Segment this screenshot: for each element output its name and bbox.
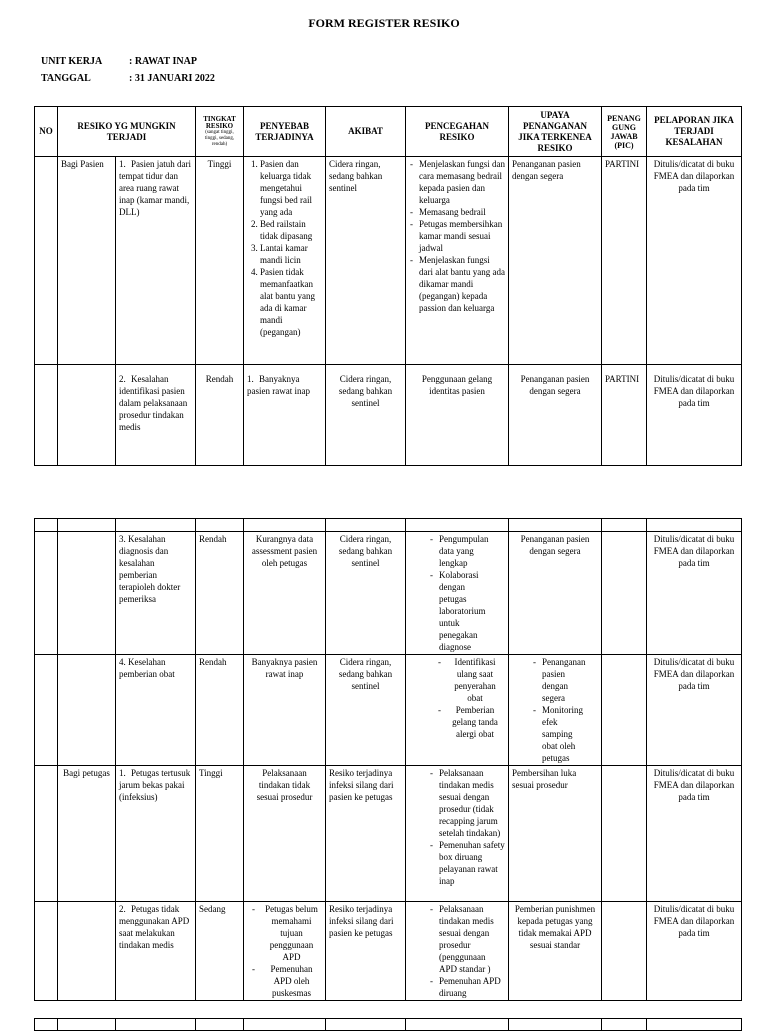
list-item: - Pelaksanaan tindakan medis sesuai dengan prosedur (penggunaan APD standar ) (439, 903, 505, 975)
cell-pencegahan (406, 655, 509, 766)
cell-pencegahan: Penggunaan gelang identitas pasien (406, 365, 509, 466)
form-title: FORM REGISTER RESIKO (308, 16, 460, 30)
list-item: - Pemenuhan APD diruang (439, 975, 505, 999)
list-item: - Penanganan pasien dengan segera (542, 656, 578, 704)
meta-unit-kerja (41, 56, 197, 67)
cell-akibat: Cidera ringan, sedang bahkan sentinel (326, 532, 406, 655)
cell-no (35, 655, 58, 766)
resiko-text: Petugas tidak menggunakan APD saat melakukan tindakan medis (119, 904, 190, 950)
cell-pencegahan (406, 532, 509, 655)
row-number: 2. (119, 904, 126, 914)
table-row (35, 902, 742, 1001)
resiko-text: Kesalahan identifikasi pasien dalam pelaksanaan prosedur tindakan medis (119, 374, 188, 432)
cell-akibat: Resiko terjadinya infeksi silang dari pasien ke petugas (326, 766, 406, 902)
list-item: - Pemberian gelang tanda alergi obat (447, 704, 503, 740)
upaya-list (512, 656, 598, 764)
cell-pencegahan (406, 766, 509, 902)
cell-pencegahan (406, 902, 509, 1001)
risk-table-page-1 (34, 106, 742, 466)
header-pencegahan: PENCEGAHAN RESIKO (406, 107, 509, 157)
cell-group (58, 365, 116, 466)
cell-tingkat: Sedang (196, 902, 244, 1001)
cell-penyebab (244, 365, 326, 466)
cell-penyebab (244, 902, 326, 1001)
list-item: - Petugas belum memahami tujuan penggunaan APD (261, 903, 322, 963)
table-row (35, 157, 742, 365)
meta-tanggal (41, 73, 215, 84)
header-upaya: UPAYA PENANGANAN JIKA TERKENEA RESIKO (509, 107, 602, 157)
cell-akibat: Cidera ringan, sedang bahkan sentinel (326, 655, 406, 766)
table-row (35, 766, 742, 902)
list-item: 2. Bed railstain tidak dipasang (260, 218, 322, 242)
cell-resiko: 3. Kesalahan diagnosis dan kesalahan pemberian terapioleh dokter pemeriksa (116, 532, 196, 655)
pencegahan-list (409, 656, 505, 740)
cell-resiko (116, 365, 196, 466)
list-item: - Petugas membersihkan kamar mandi sesuai jadwal (419, 218, 505, 254)
list-item: - Pengumpulan data yang lengkap (439, 533, 491, 569)
meta-value: : 31 JANUARI 2022 (129, 73, 215, 84)
cell-group: Bagi petugas (58, 766, 116, 902)
header-akibat: AKIBAT (326, 107, 406, 157)
cell-pelaporan: Ditulis/dicatat di buku FMEA dan dilaporkan pada tim (647, 766, 742, 902)
cell-pic: PARTINI (602, 157, 647, 365)
table-row-cut (35, 1019, 742, 1031)
list-item: - Menjelaskan fungsi dari alat bantu yang ada dikamar mandi (pegangan) kepada passion dan keluarga (419, 254, 505, 314)
cell-pelaporan: Ditulis/dicatat di buku FMEA dan dilaporkan pada tim (647, 365, 742, 466)
cell-resiko (116, 902, 196, 1001)
header-tingkat (196, 107, 244, 157)
row-number: 1. (247, 374, 254, 384)
cell-resiko: 4. Keselahan pemberian obat (116, 655, 196, 766)
list-item: - Pemenuhan safety box diruang pelayanan rawat inap (439, 839, 505, 887)
cell-group (58, 902, 116, 1001)
cell-upaya: Pemberian punishmen kepada petugas yang tidak memakai APD sesuai standar (509, 902, 602, 1001)
cell-pelaporan: Ditulis/dicatat di buku FMEA dan dilaporkan pada tim (647, 655, 742, 766)
table-row (35, 532, 742, 655)
cell-no (35, 365, 58, 466)
header-tingkat-note: (sangat tinggi, tinggi, sedang, rendah) (204, 129, 235, 147)
header-resiko: RESIKO YG MUNGKIN TERJADI (58, 107, 196, 157)
pencegahan-list (409, 158, 505, 314)
cell-tingkat: Rendah (196, 532, 244, 655)
cell-penyebab: Kurangnya data assessment pasien oleh petugas (244, 532, 326, 655)
list-item: - Kolaborasi dengan petugas laboratorium untuk penegakan diagnose (439, 569, 491, 653)
list-item: 4. Pasien tidak memanfaatkan alat bantu yang ada di kamar mandi (pegangan) (260, 266, 322, 338)
cell-pelaporan: Ditulis/dicatat di buku FMEA dan dilaporkan pada tim (647, 532, 742, 655)
table-row-empty (35, 519, 742, 532)
cell-akibat: Cidera ringan, sedang bahkan sentinel (326, 365, 406, 466)
risk-table-page-3 (34, 1018, 742, 1031)
row-number: 1. (119, 768, 126, 778)
header-penyebab: PENYEBAB TERJADINYA (244, 107, 326, 157)
list-item: - Memasang bedrail (419, 206, 505, 218)
cell-upaya: Penanganan pasien dengan segera (509, 157, 602, 365)
cell-pic: PARTINI (602, 365, 647, 466)
cell-no (35, 532, 58, 655)
cell-group (58, 532, 116, 655)
cell-pic (602, 532, 647, 655)
resiko-text: Pasien jatuh dari tempat tidur dan area ruang rawat inap (kamar mandi, DLL) (119, 159, 191, 217)
penyebab-list (247, 158, 322, 338)
cell-pic (602, 655, 647, 766)
cell-tingkat: Rendah (196, 365, 244, 466)
list-item: - Identifikasi ulang saat penyerahan obat (447, 656, 503, 704)
list-item: - Monitoring efek samping obat oleh petugas (542, 704, 578, 764)
meta-value: : RAWAT INAP (129, 56, 197, 67)
header-pelaporan: PELAPORAN JIKA TERJADI KESALAHAN (647, 107, 742, 157)
cell-akibat: Resiko terjadinya infeksi silang dari pasien ke petugas (326, 902, 406, 1001)
cell-akibat: Cidera ringan, sedang bahkan sentinel (326, 157, 406, 365)
cell-resiko (116, 766, 196, 902)
list-item: 3. Lantai kamar mandi licin (260, 242, 322, 266)
list-item: - Pelaksanaan tindakan medis sesuai dengan prosedur (tidak recapping jarum setelah tindakan) (439, 767, 505, 839)
table-row (35, 655, 742, 766)
cell-pic (602, 766, 647, 902)
row-number: 1. (119, 159, 126, 169)
cell-upaya: Pembersihan luka sesuai prosedur (509, 766, 602, 902)
cell-pic (602, 902, 647, 1001)
list-item: 1. Pasien dan keluarga tidak mengetahui fungsi bed rail yang ada (260, 158, 322, 218)
cell-group (58, 655, 116, 766)
cell-no (35, 766, 58, 902)
table-row (35, 365, 742, 466)
cell-upaya: Penanganan pasien dengan segera (509, 365, 602, 466)
cell-no (35, 157, 58, 365)
header-pic: PENANG GUNG JAWAB (PIC) (602, 107, 647, 157)
cell-pelaporan: Ditulis/dicatat di buku FMEA dan dilaporkan pada tim (647, 157, 742, 365)
header-tingkat-label: TINGKAT RESIKO (203, 114, 236, 130)
cell-tingkat: Rendah (196, 655, 244, 766)
meta-key: UNIT KERJA (41, 56, 103, 67)
cell-resiko (116, 157, 196, 365)
row-number: 2. (119, 374, 126, 384)
list-item: - Menjelaskan fungsi dan cara memasang bedrail kepada pasien dan keluarga (419, 158, 505, 206)
cell-penyebab: Pelaksanaan tindakan tidak sesuai prosedur (244, 766, 326, 902)
penyebab-text: Banyaknya pasien rawat inap (247, 374, 310, 396)
cell-no (35, 902, 58, 1001)
cell-tingkat: Tinggi (196, 157, 244, 365)
pencegahan-list (409, 903, 505, 999)
cell-pelaporan: Ditulis/dicatat di buku FMEA dan dilaporkan pada tim (647, 902, 742, 1001)
pencegahan-list (409, 767, 505, 887)
list-item: - Pemenuhan APD oleh puskesmas (261, 963, 322, 999)
cell-upaya (509, 655, 602, 766)
header-no: NO (35, 107, 58, 157)
pencegahan-list (409, 533, 505, 653)
cell-pencegahan (406, 157, 509, 365)
table-header-row (35, 107, 742, 157)
cell-penyebab (244, 157, 326, 365)
cell-penyebab: Banyaknya pasien rawat inap (244, 655, 326, 766)
meta-key: TANGGAL (41, 73, 91, 84)
penyebab-list (247, 903, 322, 999)
cell-tingkat: Tinggi (196, 766, 244, 902)
cell-upaya: Penanganan pasien dengan segera (509, 532, 602, 655)
cell-group: Bagi Pasien (58, 157, 116, 365)
risk-table-page-2 (34, 518, 742, 1001)
resiko-text: Petugas tertusuk jarum bekas pakai (infeksius) (119, 768, 191, 802)
